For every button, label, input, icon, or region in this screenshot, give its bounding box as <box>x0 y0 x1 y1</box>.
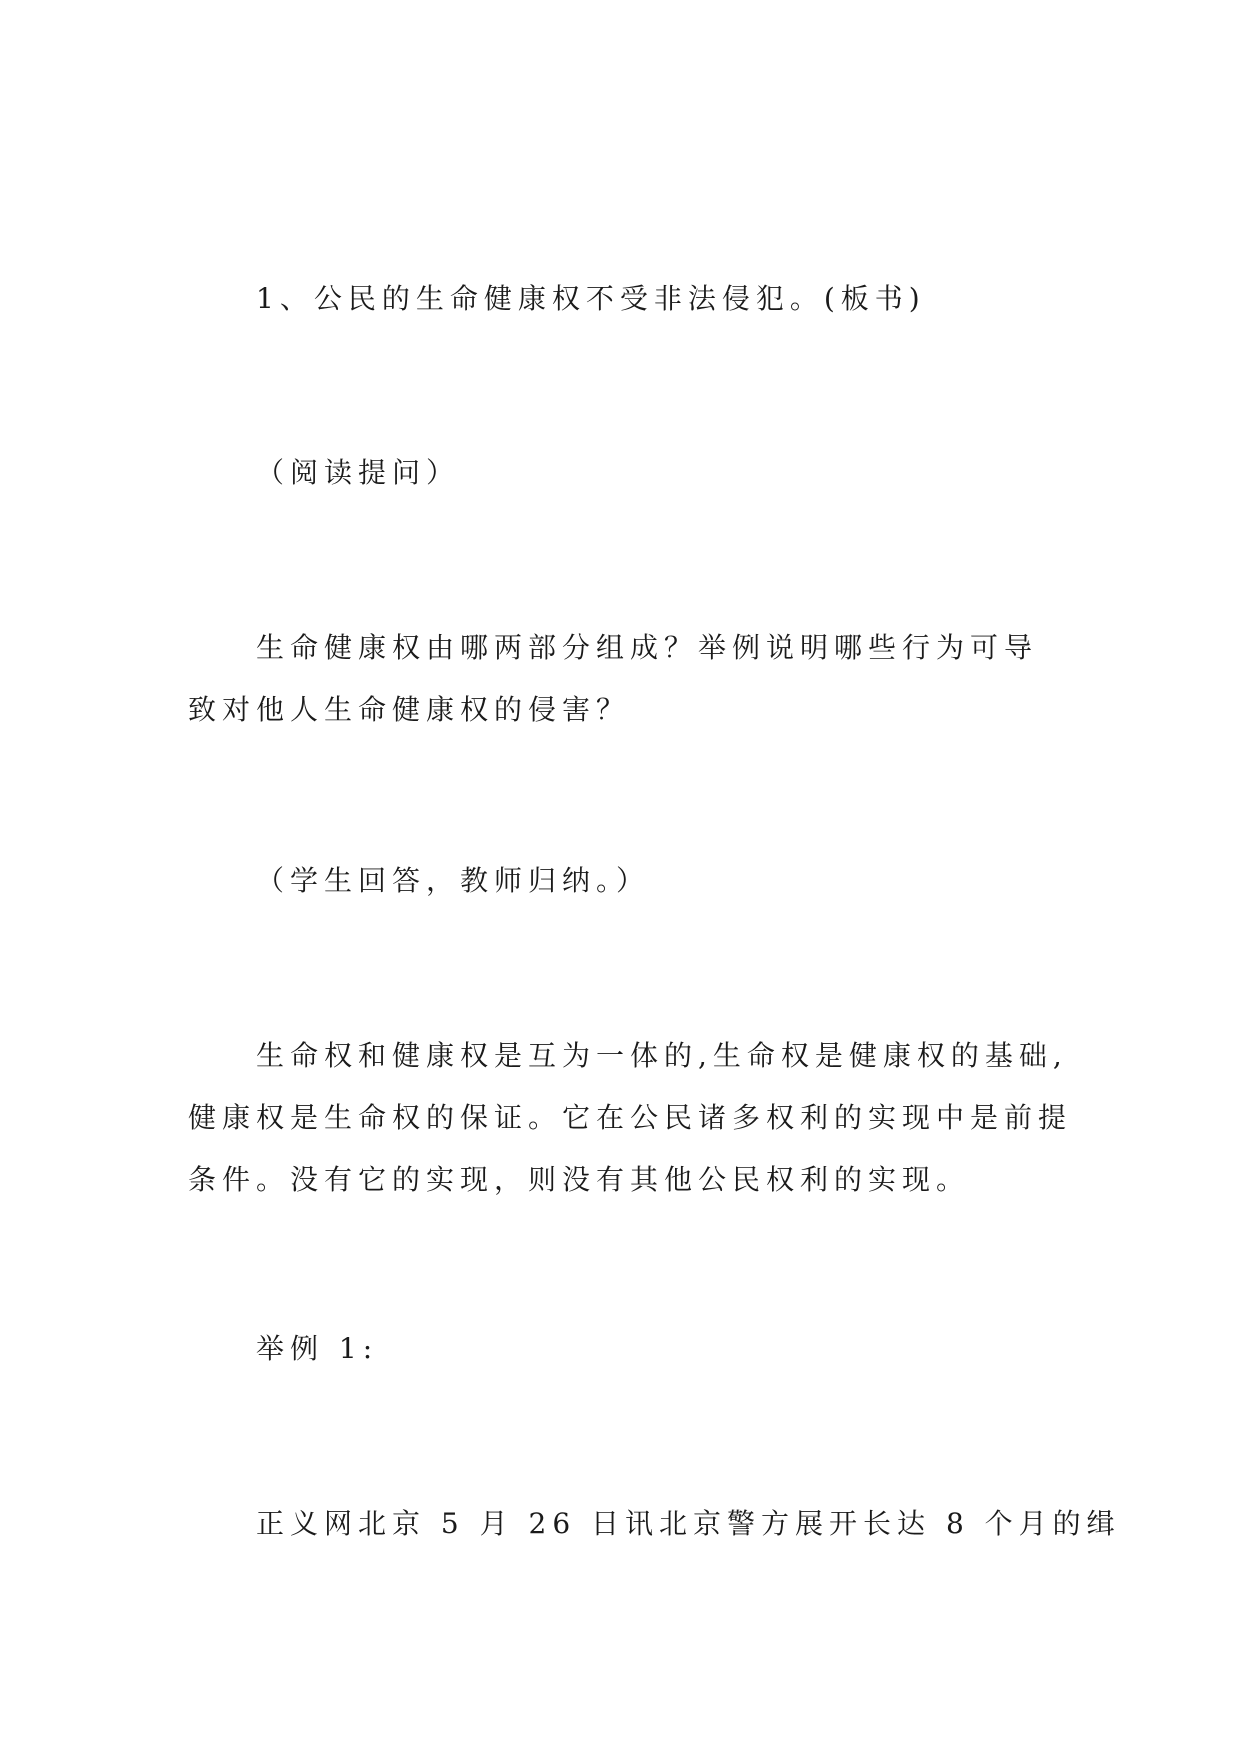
news-paragraph <box>188 1493 1121 1555</box>
example-label-text: 举例 1: <box>256 1332 379 1365</box>
question-line-1: 生命健康权由哪两部分组成？举例说明哪些行为可导 <box>256 631 1039 664</box>
heading-text: 1、公民的生命健康权不受非法侵犯。(板书) <box>256 282 926 315</box>
example-label <box>188 1318 1058 1380</box>
reading-question-text: （阅读提问） <box>256 456 461 489</box>
reading-question-note <box>188 442 1058 504</box>
heading-paragraph <box>188 268 1058 330</box>
explanation-line-1: 生命权和健康权是互为一体的,生命权是健康权的基础, <box>256 1039 1068 1072</box>
answer-note <box>188 850 1058 912</box>
explanation-paragraph <box>188 1025 1073 1211</box>
answer-note-text: （学生回答，教师归纳。） <box>256 864 651 897</box>
news-line-1: 正义网北京 5 月 26 日讯北京警方展开长达 8 个月的缉 <box>256 1507 1121 1540</box>
explanation-line-3: 条件。没有它的实现，则没有其他公民权利的实现。 <box>188 1163 971 1196</box>
explanation-line-2: 健康权是生命权的保证。它在公民诸多权利的实现中是前提 <box>188 1101 1073 1134</box>
question-line-2: 致对他人生命健康权的侵害？ <box>188 693 631 726</box>
question-paragraph <box>188 617 1058 741</box>
